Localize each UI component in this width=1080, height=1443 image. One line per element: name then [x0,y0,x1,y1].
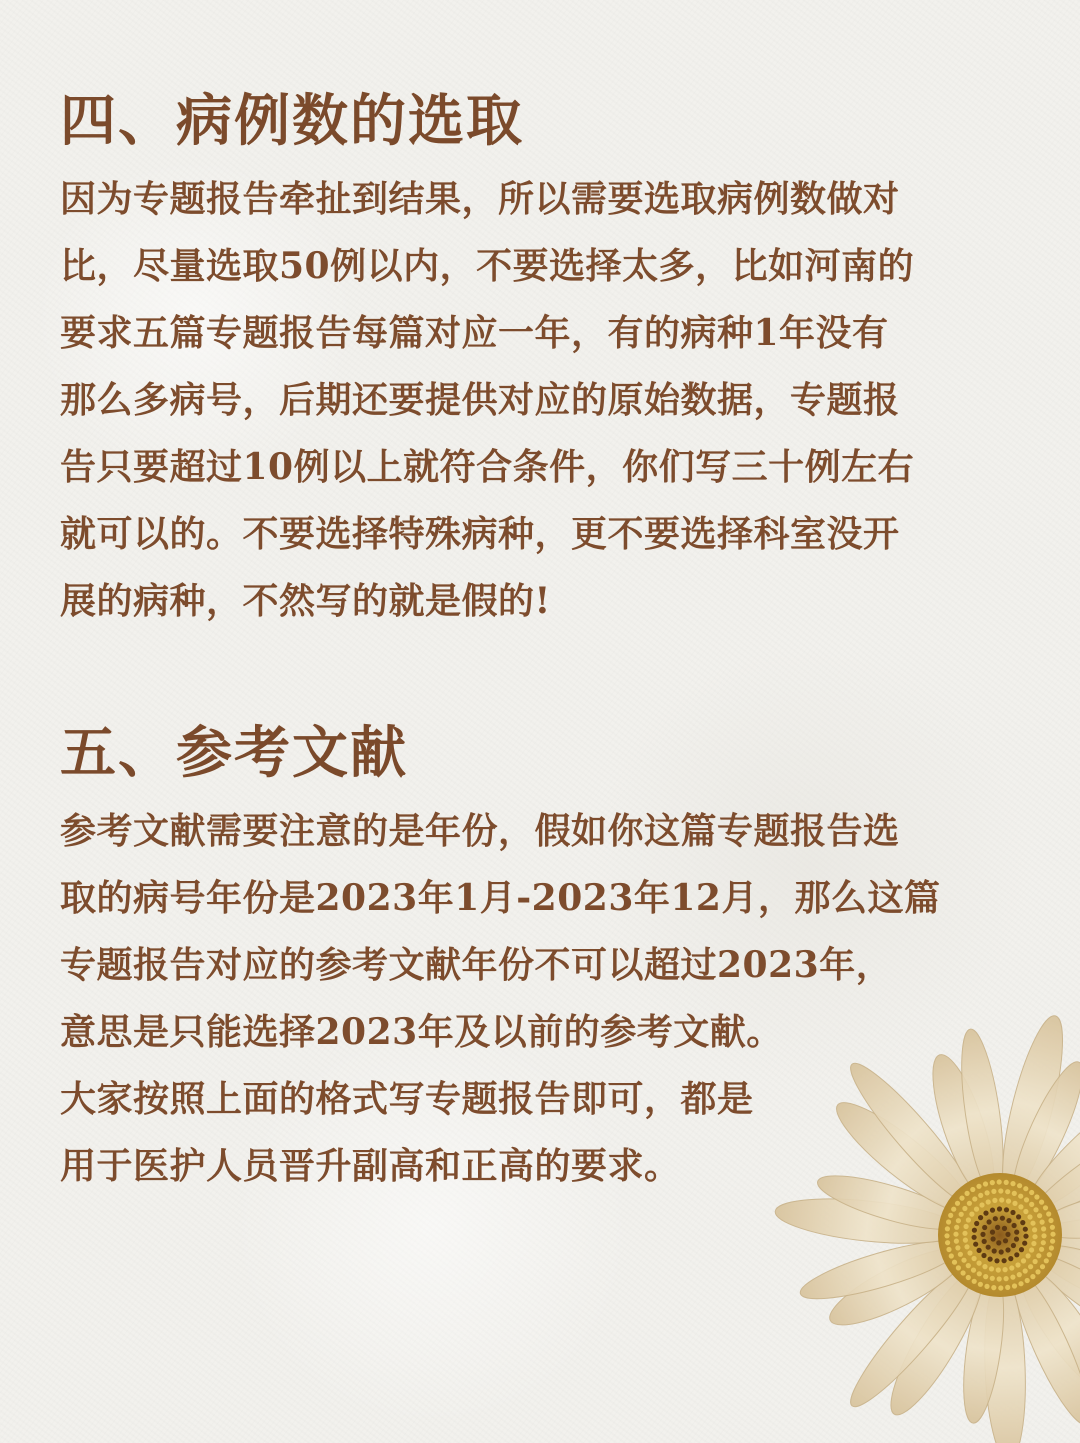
paragraph-line: 用于医护人员晋升副高和正高的要求。 [60,1145,681,1187]
daisy-flower-icon [770,1000,1080,1443]
paragraph-line: 那么多病号，后期还要提供对应的原始数据，专题报 [60,379,900,421]
section-title-case-selection: 四、病例数的选取 [60,88,524,154]
paragraph-line: 取的病号年份是2023年1月-2023年12月，那么这篇 [60,877,941,919]
paragraph-line: 告只要超过10例以上就符合条件，你们写三十例左右 [60,446,915,488]
paragraph-line: 专题报告对应的参考文献年份不可以超过2023年， [60,944,893,986]
paragraph-line: 要求五篇专题报告每篇对应一年，有的病种1年没有 [60,312,889,354]
paragraph-line: 比，尽量选取50例以内，不要选择太多，比如河南的 [60,245,915,287]
paragraph-line: 展的病种，不然写的就是假的! [60,580,551,622]
paragraph-line: 因为专题报告牵扯到结果，所以需要选取病例数做对 [60,178,900,220]
paragraph-line: 意思是只能选择2023年及以前的参考文献。 [60,1011,783,1053]
paragraph-line: 大家按照上面的格式写专题报告即可，都是 [60,1078,754,1120]
section-body-case-selection [60,166,1005,635]
paragraph-line: 参考文献需要注意的是年份，假如你这篇专题报告选 [60,810,900,852]
section-title-references: 五、参考文献 [60,720,408,786]
paragraph-line: 就可以的。不要选择特殊病种，更不要选择科室没开 [60,513,900,555]
